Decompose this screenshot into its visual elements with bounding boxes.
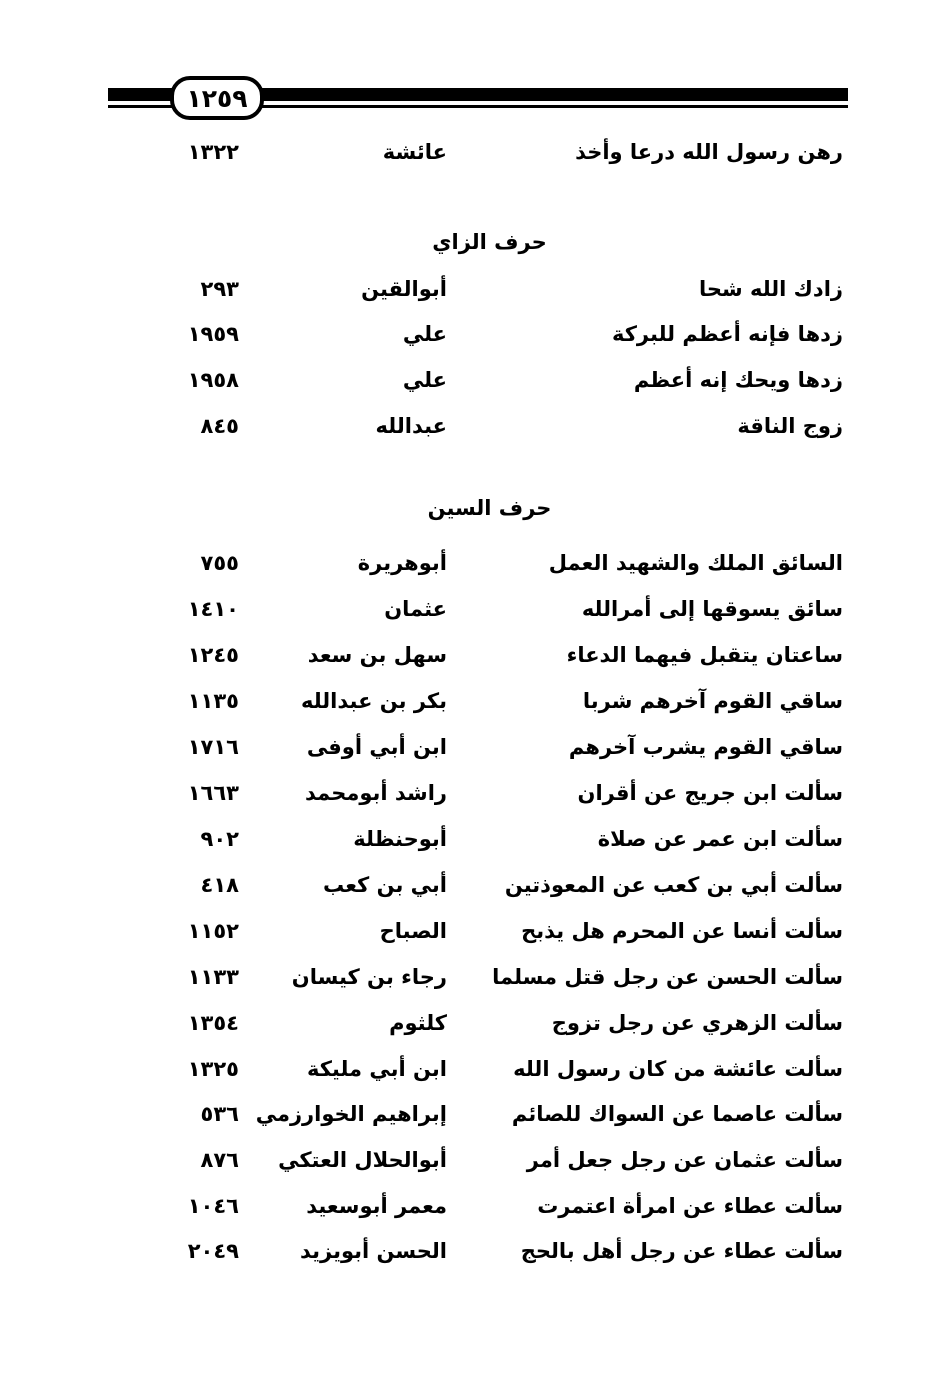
entry-phrase: السائق الملك والشهيد العمل — [548, 551, 843, 575]
entry-number: ١٣٢٥ — [187, 1057, 239, 1081]
entry-number: ٥٣٦ — [200, 1102, 239, 1126]
entry-phrase: ساقي القوم آخرهم شربا — [582, 689, 843, 713]
entry-narrator: أبوحنظلة — [353, 827, 447, 851]
entry-phrase: سألت الزهري عن رجل تزوج — [551, 1011, 843, 1035]
entry-number: ١٧١٦ — [187, 735, 239, 759]
index-entry — [0, 267, 939, 311]
index-entry — [0, 1229, 939, 1273]
entry-number: ١٣٥٤ — [187, 1011, 239, 1035]
entry-phrase: زادك الله شحا — [699, 277, 843, 301]
index-entry — [0, 725, 939, 769]
entry-phrase: سألت عاصما عن السواك للصائم — [511, 1102, 843, 1126]
index-entry — [0, 679, 939, 723]
section-heading — [0, 222, 939, 262]
entry-narrator: علي — [402, 368, 447, 392]
entry-phrase: سألت عائشة من كان رسول الله — [513, 1057, 843, 1081]
index-entry — [0, 863, 939, 907]
index-entry — [0, 1047, 939, 1091]
entry-phrase: سألت عثمان عن رجل جعل أمر — [526, 1148, 843, 1172]
entry-number: ٨٤٥ — [200, 414, 239, 438]
entry-narrator: بكر بن عبدالله — [300, 689, 447, 713]
entry-number: ٢٩٣ — [200, 277, 239, 301]
index-entry — [0, 541, 939, 585]
entry-phrase: سائق يسوقها إلى أمرالله — [581, 597, 843, 621]
entry-phrase: سألت ابن عمر عن صلاة — [597, 827, 843, 851]
index-entry — [0, 312, 939, 356]
entry-phrase: ساعتان يتقبل فيهما الدعاء — [566, 643, 843, 667]
entry-number: ٨٧٦ — [200, 1148, 239, 1172]
index-entry — [0, 1138, 939, 1182]
entry-number: ١١٥٢ — [187, 919, 239, 943]
index-entry — [0, 1184, 939, 1228]
entry-narrator: الحسن أبويزيد — [299, 1239, 447, 1263]
entry-narrator: أبوالقين — [361, 277, 447, 301]
entry-number: ٤١٨ — [200, 873, 239, 897]
page-header — [108, 76, 848, 116]
entry-narrator: سهل بن سعد — [307, 643, 447, 667]
entry-phrase: رهن رسول الله درعا وأخذ — [575, 140, 843, 164]
entry-phrase: ساقي القوم يشرب آخرهم — [568, 735, 843, 759]
entry-number: ٩٠٢ — [200, 827, 239, 851]
entry-phrase: سألت عطاء عن رجل أهل بالحج — [520, 1239, 843, 1263]
entry-number: ١٩٥٩ — [187, 322, 239, 346]
entry-narrator: أبي بن كعب — [322, 873, 447, 897]
entry-number: ١٠٤٦ — [187, 1194, 239, 1218]
index-entry — [0, 1092, 939, 1136]
index-entry — [0, 130, 939, 174]
entry-narrator: ابن أبي مليكة — [306, 1057, 447, 1081]
entry-phrase: زدها فإنه أعظم للبركة — [611, 322, 843, 346]
entry-narrator: إبراهيم الخوارزمي — [255, 1102, 447, 1126]
entry-phrase: سألت عطاء عن امرأة اعتمرت — [537, 1194, 843, 1218]
entry-number: ١١٣٣ — [187, 965, 239, 989]
entry-narrator: أبوهريرة — [357, 551, 447, 575]
section-heading — [0, 488, 939, 528]
index-entry — [0, 771, 939, 815]
entry-number: ١٤١٠ — [187, 597, 239, 621]
entry-narrator: الصباح — [379, 919, 447, 943]
entry-number: ١٦٦٣ — [187, 781, 239, 805]
entry-narrator: معمر أبوسعيد — [306, 1194, 447, 1218]
index-entry — [0, 358, 939, 402]
entry-number: ١٢٤٥ — [187, 643, 239, 667]
entry-phrase: سألت ابن جريج عن أقران — [577, 781, 843, 805]
index-entry — [0, 587, 939, 631]
section-title: حرف السين — [427, 496, 552, 520]
entry-narrator: رجاء بن كيسان — [291, 965, 447, 989]
entry-phrase: سألت أبي بن كعب عن المعوذتين — [504, 873, 843, 897]
entry-narrator: عثمان — [384, 597, 447, 621]
page-number: ١٢٥٩ — [170, 76, 264, 120]
entry-narrator: راشد أبومحمد — [305, 781, 447, 805]
entry-narrator: أبوالحلال العتكي — [278, 1148, 447, 1172]
index-entry — [0, 909, 939, 953]
entry-narrator: عائشة — [382, 140, 447, 164]
entry-number: ٢٠٤٩ — [187, 1239, 239, 1263]
entry-narrator: كلثوم — [389, 1011, 447, 1035]
index-entry — [0, 817, 939, 861]
entry-narrator: علي — [402, 322, 447, 346]
index-entry — [0, 633, 939, 677]
index-entry — [0, 1001, 939, 1045]
entry-narrator: عبدالله — [375, 414, 447, 438]
entry-narrator: ابن أبي أوفى — [306, 735, 447, 759]
entry-phrase: زدها ويحك إنه أعظم — [633, 368, 843, 392]
index-entry — [0, 404, 939, 448]
entry-phrase: زوج الناقة — [737, 414, 843, 438]
section-title: حرف الزاي — [432, 230, 547, 254]
entry-number: ١٣٢٢ — [187, 140, 239, 164]
entry-phrase: سألت أنسا عن المحرم هل يذبح — [521, 919, 843, 943]
entry-number: ٧٥٥ — [200, 551, 239, 575]
entry-number: ١١٣٥ — [187, 689, 239, 713]
entry-phrase: سألت الحسن عن رجل قتل مسلما — [492, 965, 843, 989]
entry-number: ١٩٥٨ — [187, 368, 239, 392]
index-entry — [0, 955, 939, 999]
